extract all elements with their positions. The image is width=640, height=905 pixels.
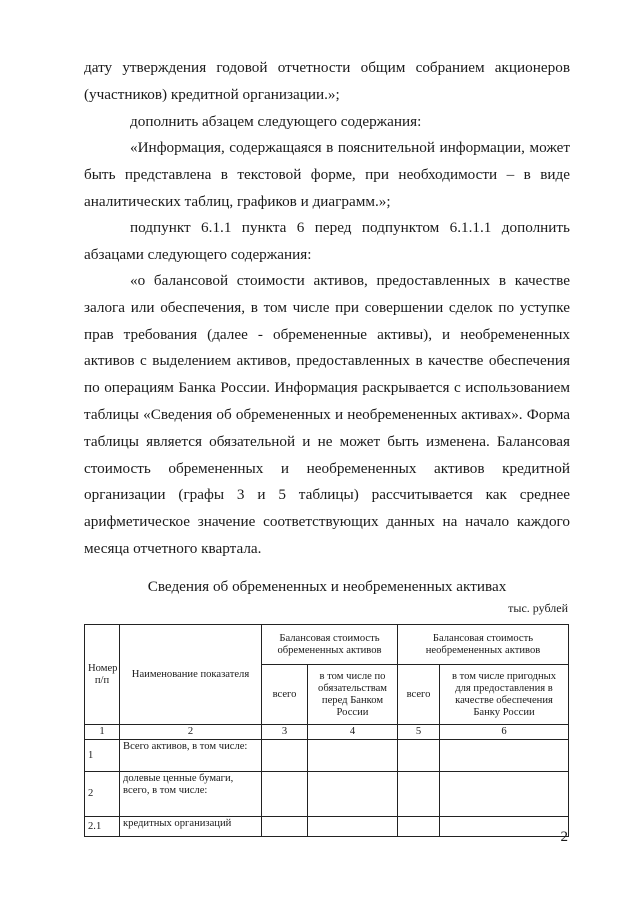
paragraph-continuation: дату утверждения годовой отчетности общим собранием акционеров (участников) кредитной организации.»;	[84, 59, 570, 103]
assets-table	[84, 624, 569, 837]
empty-cell	[308, 817, 398, 837]
header-number: Номер п/п	[85, 625, 120, 725]
header-name: Наименование показателя	[120, 625, 262, 725]
subheader-total-encumbered: всего	[262, 665, 308, 725]
column-index: 2	[120, 725, 262, 740]
subheader-total-unencumbered: всего	[398, 665, 440, 725]
column-index: 6	[440, 725, 569, 740]
paragraph-quote-information: «Информация, содержащаяся в пояснительной информации, может быть представлена в текстовой форме, при необходимости – в виде аналитических таблиц, графиков и диаграмм.»;	[84, 139, 570, 210]
empty-cell	[398, 740, 440, 772]
table-title: Сведения об обремененных и необремененных активах	[147, 578, 507, 595]
table-row	[85, 740, 569, 772]
row-number: 2.1	[85, 817, 120, 837]
row-number: 2	[85, 772, 120, 817]
row-number: 1	[85, 740, 120, 772]
empty-cell	[308, 772, 398, 817]
header-encumbered: Балансовая стоимость обремененных активов	[262, 625, 398, 665]
column-index: 1	[85, 725, 120, 740]
empty-cell	[440, 772, 569, 817]
paragraph-quote-assets: «о балансовой стоимости активов, предоставленных в качестве залога или обеспечения, в том числе при совершении сделок по уступке прав требования (далее - обремененные активы), и необремененных активов с выделением активов, предоставленных в качестве обеспечения по операциям Банка России. Информация раскрывается с использованием таблицы «Сведения об обремененных и необремененных активах». Форма таблицы является обязательной и не может быть изменена. Балансовая стоимость обремененных и необремененных активов кредитной организации (графы 3 и 5 таблицы) рассчитывается как среднее арифметическое значение соответствующих данных на начало каждого месяца отчетного квартала.	[84, 272, 570, 557]
empty-cell	[262, 817, 308, 837]
empty-cell	[440, 817, 569, 837]
subheader-cbr-eligible: в том числе пригодных для предоставления в качестве обеспечения Банку России	[440, 665, 569, 725]
empty-cell	[398, 772, 440, 817]
paragraph-instruction-subpoint: подпункт 6.1.1 пункта 6 перед подпунктом 6.1.1.1 дополнить абзацами следующего содержания:	[84, 219, 570, 263]
row-name: долевые ценные бумаги, всего, в том числе:	[120, 772, 262, 817]
column-index-row	[85, 725, 569, 740]
empty-cell	[398, 817, 440, 837]
subheader-cbr-obligations: в том числе по обязательствам перед Банком России	[308, 665, 398, 725]
row-name: кредитных организаций	[120, 817, 262, 837]
unit-label: тыс. рублей	[508, 601, 568, 615]
row-name: Всего активов, в том числе:	[120, 740, 262, 772]
column-index: 5	[398, 725, 440, 740]
header-unencumbered: Балансовая стоимость необремененных активов	[398, 625, 569, 665]
page-number: 2	[560, 829, 568, 845]
column-index: 3	[262, 725, 308, 740]
paragraph-instruction-add: дополнить абзацем следующего содержания:	[130, 113, 422, 130]
empty-cell	[262, 740, 308, 772]
empty-cell	[308, 740, 398, 772]
empty-cell	[262, 772, 308, 817]
table-row	[85, 817, 569, 837]
table-row	[85, 772, 569, 817]
empty-cell	[440, 740, 569, 772]
column-index: 4	[308, 725, 398, 740]
